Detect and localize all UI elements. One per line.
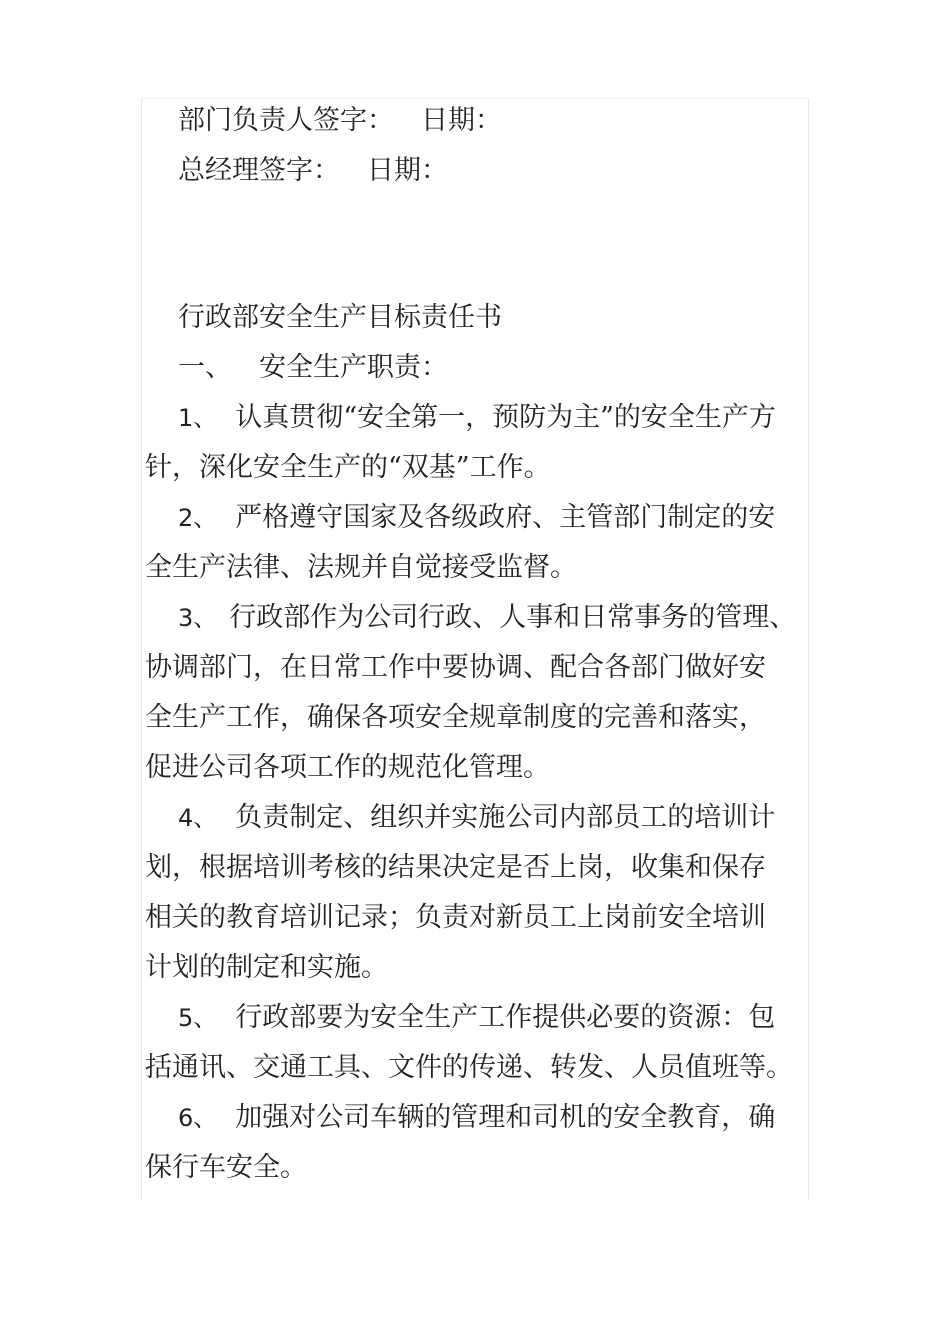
dept-head-signature-label: 部门负责人签字： [178, 105, 394, 136]
list-item-4-line-4: 计划的制定和实施。 [145, 952, 388, 983]
list-item-5-line-2: 括通讯、交通工具、文件的传递、转发、人员值班等。 [145, 1052, 793, 1083]
list-item-number: 2、 [178, 504, 218, 532]
section-heading [145, 343, 807, 393]
list-item-4-line-3: 相关的教育培训记录；负责对新员工上岗前安全培训 [145, 902, 766, 933]
list-item-number: 4、 [178, 804, 218, 832]
list-item-3-line-1: 3、 行政部作为公司行政、人事和日常事务的管理、 [178, 602, 797, 633]
list-item-4-line-1: 4、 负责制定、组织并实施公司内部员工的培训计 [178, 802, 776, 833]
list-item-5-line-1: 5、 行政部要为安全生产工作提供必要的资源：包 [178, 1002, 776, 1033]
section-marker: 一、 [178, 352, 232, 383]
list-item-6-line-1: 6、 加强对公司车辆的管理和司机的安全教育，确 [178, 1102, 776, 1133]
gm-signature-label: 总经理签字： [178, 155, 340, 186]
list-item-number: 1、 [178, 404, 218, 432]
list-item-number: 5、 [178, 1004, 218, 1032]
list-item-1-line-2: 针，深化安全生产的“双基”工作。 [145, 452, 551, 483]
list-item-1-line-1: 1、 认真贯彻“安全第一，预防为主”的安全生产方 [178, 402, 776, 433]
list-item-4-line-2: 划，根据培训考核的结果决定是否上岗，收集和保存 [145, 852, 766, 883]
list-item-3-line-3: 全生产工作，确保各项安全规章制度的完善和落实， [145, 702, 766, 733]
document-body [145, 96, 807, 1193]
gm-signature-line [145, 146, 807, 196]
list-item-3-line-2: 协调部门，在日常工作中要协调、配合各部门做好安 [145, 652, 766, 683]
section-title: 安全生产职责： [259, 352, 448, 383]
list-item-number: 6、 [178, 1104, 218, 1132]
list-item-number: 3、 [178, 604, 218, 632]
gm-date-label: 日期： [367, 155, 448, 186]
list-item-2-line-1: 2、 严格遵守国家及各级政府、主管部门制定的安 [178, 502, 776, 533]
list-item-3-line-4: 促进公司各项工作的规范化管理。 [145, 752, 550, 783]
list-item-2-line-2: 全生产法律、法规并自觉接受监督。 [145, 552, 577, 583]
dept-head-signature-line [145, 96, 807, 146]
list-item-6-line-2: 保行车安全。 [145, 1152, 307, 1183]
document-title: 行政部安全生产目标责任书 [178, 302, 502, 333]
dept-date-label: 日期： [421, 105, 502, 136]
